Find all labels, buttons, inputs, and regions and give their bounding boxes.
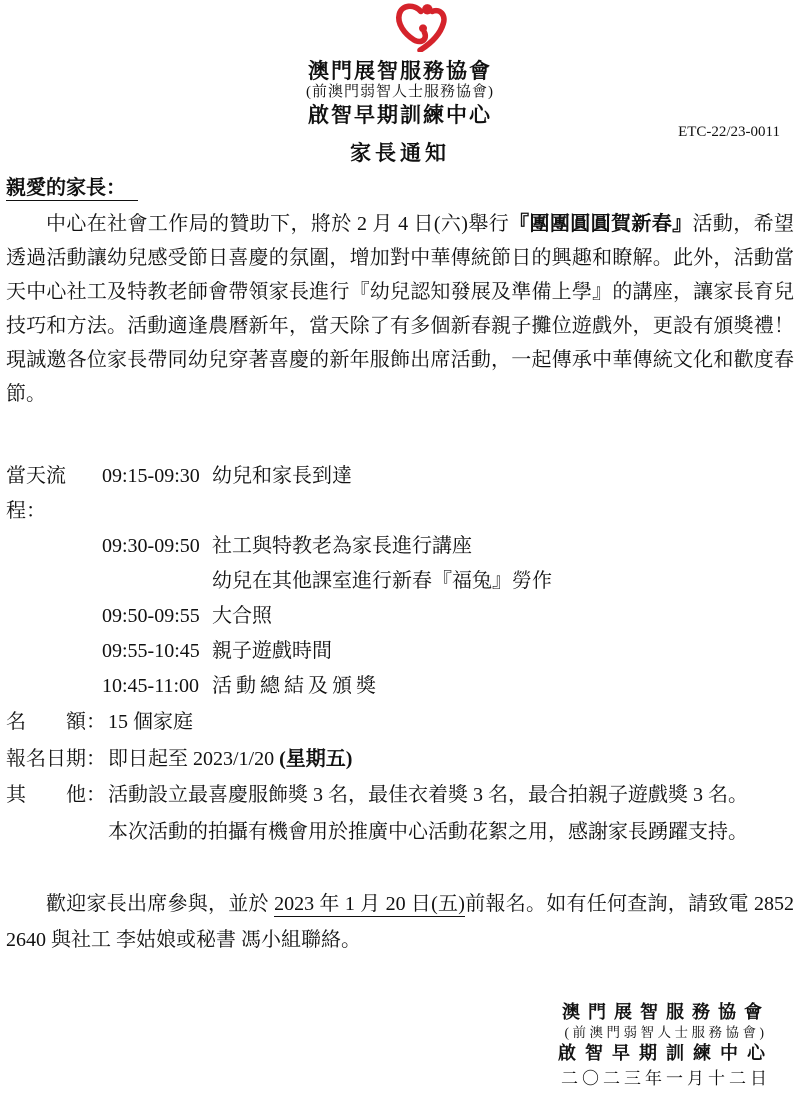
schedule-row (6, 634, 794, 669)
logo-container (46, 0, 794, 57)
schedule-section (6, 459, 794, 704)
heart-figure-logo-icon (391, 2, 449, 52)
schedule-label: 當天流程： (6, 465, 66, 522)
details-section (6, 704, 794, 850)
event-name: 『團團圓圓賀新春』 (509, 213, 693, 235)
closing-part1: 歡迎家長出席參與，並於 (46, 893, 275, 915)
schedule-row (6, 669, 794, 704)
schedule-desc: 社工與特教老為家長進行講座 (212, 535, 472, 557)
footer-center-name: 啟智早期訓練中心 (558, 1043, 774, 1063)
schedule-time (102, 564, 212, 599)
schedule-row (6, 529, 794, 564)
schedule-row (6, 564, 794, 599)
schedule-desc: 活動總結及頒獎 (212, 675, 380, 697)
other-label: 其 他： (6, 784, 106, 806)
closing-part2: 前報名。如有任何查詢，請致電 2852 2640 與社工 李姑娘或秘書 馮小組聯絡。 (6, 893, 795, 951)
deadline-underlined: 2023 年 1 月 20 日(五) (274, 893, 465, 915)
center-name: 啟智早期訓練中心 (308, 103, 492, 127)
other-line2: 本次活動的拍攝有機會用於推廣中心活動花絮之用，感謝家長踴躍支持。 (108, 820, 748, 843)
org-name: 澳門展智服務協會 (308, 59, 492, 83)
intro-part2: 活動，希望透過活動讓幼兒感受節日喜慶的氛圍，增加對中華傳統節日的興趣和瞭解。此外，活動當天中心社工及特教老師會帶領家長進行『幼兒認知發展及準備上學』的講座，讓家長育兒技巧和方法。活動適逢農曆新年，當天除了有多個新春親子攤位遊戲外，更設有頒獎禮！現誠邀各位家長帶同幼兒穿著喜慶的新年服飾出席活動，一起傳承中華傳統文化和歡度春節。 (6, 213, 795, 405)
closing-paragraph (6, 886, 794, 958)
registration-date-label: 報名日期： (6, 747, 106, 770)
schedule-time: 10:45-11:00 (102, 675, 200, 697)
quota-value: 15 個家庭 (108, 711, 193, 733)
schedule-time: 09:30-09:50 (102, 535, 200, 557)
quota-label: 名 額： (6, 711, 106, 733)
schedule-row (6, 459, 794, 529)
document-header (6, 0, 794, 166)
quota-row (6, 704, 794, 741)
reference-number: ETC-22/23-0011 (678, 124, 780, 140)
schedule-time: 09:55-10:45 (102, 640, 200, 662)
salutation (6, 175, 794, 202)
schedule-desc: 幼兒在其他課室進行新春『福兔』勞作 (212, 570, 552, 592)
other-line1: 活動設立最喜慶服飾獎 3 名，最佳衣着獎 3 名，最合拍親子遊戲獎 3 名。 (108, 784, 748, 806)
registration-weekday: (星期五) (279, 747, 353, 770)
footer-org-name: 澳門展智服務協會 (562, 1002, 770, 1022)
schedule-desc: 親子遊戲時間 (212, 640, 332, 662)
schedule-desc: 大合照 (212, 605, 272, 627)
salutation-text: 親愛的家長： (6, 177, 138, 201)
signature-block (540, 1000, 792, 1092)
other-row (6, 777, 794, 814)
registration-date-value: 即日起至 2023/1/20 (星期五) (108, 747, 353, 770)
intro-part1: 中心在社會工作局的贊助下，將於 2 月 4 日(六)舉行 (46, 213, 510, 235)
org-former-name: (前澳門弱智人士服務協會) (306, 84, 494, 100)
intro-paragraph (6, 207, 794, 411)
schedule-time: 09:50-09:55 (102, 605, 200, 627)
schedule-time: 09:15-09:30 (102, 465, 200, 487)
footer-date: 二〇二三年一月十二日 (561, 1069, 771, 1088)
other-row-continued (6, 814, 794, 851)
schedule-row (6, 599, 794, 634)
footer-former-name: (前澳門弱智人士服務協會) (564, 1025, 768, 1040)
notice-title: 家長通知 (350, 141, 450, 165)
registration-date-row (6, 741, 794, 778)
schedule-desc: 幼兒和家長到達 (212, 465, 352, 487)
